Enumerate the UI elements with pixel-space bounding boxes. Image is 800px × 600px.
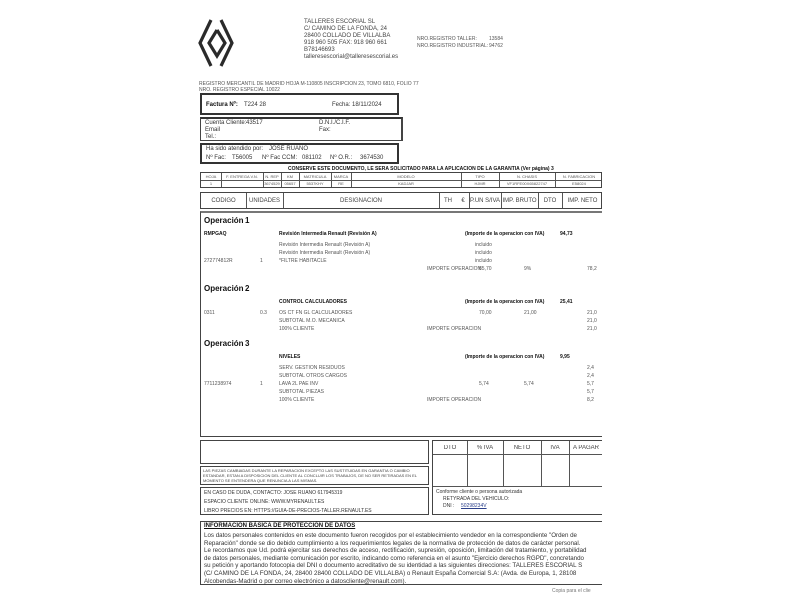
operation-title: Operación	[204, 284, 244, 293]
client-tel-label: Tel.:	[205, 134, 217, 140]
nfac-value: T56005	[232, 155, 253, 161]
vehicle-value-cell: E58024	[572, 181, 586, 186]
contact-box	[200, 487, 429, 515]
vehicle-header-cell: MATRICULA	[303, 174, 327, 179]
line-description: Revisión Intermedia Renault (Revisión A)	[279, 250, 371, 256]
mercantil-line1: REGISTRO MERCANTIL DE MADRID HOJA M-110805 INSCRIPCION 23, TOMO 6810, FOLIO 77	[199, 81, 419, 87]
privacy-text-line: su petición y aportando fotocopia del DNI o documento acreditativo de su identidad a las siguientes direcciones: TALLERES ESCORIAL S	[204, 562, 583, 570]
registry-info	[417, 36, 503, 49]
invoice-number-label: Factura Nº:	[206, 102, 238, 108]
operation-number: 1	[245, 216, 250, 225]
line-net: 2,4	[587, 365, 594, 371]
line-gross: 5,74	[524, 381, 534, 387]
vehicle-value-cell: 05657	[284, 181, 296, 186]
vehicle-header-cell: KM	[287, 174, 293, 179]
mercantil-registry	[199, 81, 419, 93]
dni-value: 50298234V	[461, 503, 487, 509]
company-address2: 28400 COLLADO DE VILLALBA	[304, 33, 391, 39]
line-description: OS CT FN GL CALCULADORES	[279, 310, 353, 316]
vehicle-value-cell: 5537KHY	[306, 181, 324, 186]
line-note: IMPORTE OPERACION	[427, 266, 482, 272]
registry-taller-value: 13584	[489, 36, 503, 42]
pieces-notice-box	[200, 466, 429, 485]
privacy-box	[200, 521, 602, 585]
attended-box	[200, 143, 399, 164]
line-description: 100% CLIENTE	[279, 326, 315, 332]
warranty-notice: CONSERVE ESTE DOCUMENTO, LE SERA SOLICITADO PARA LA APLICACION DE LA GARANTIA (Ver página) 3	[288, 166, 554, 172]
line-note: incluido	[475, 242, 492, 248]
conforme-label: Conforme cliente o persona autorizada	[436, 489, 523, 495]
invoice-number-value: T224 28	[244, 102, 267, 108]
vehicle-value-cell: RE	[338, 181, 344, 186]
operation-total-value: 9,95	[560, 354, 570, 360]
online-line: ESPACIO CLIENTE ONLINE: WWW.MYRENAULT.ES	[204, 499, 325, 505]
vehicle-header-cell: N. CHASIS	[516, 174, 537, 179]
items-header-cell: UNIDADES	[248, 198, 280, 204]
privacy-text-line: Le recordamos que Ud. podrá ejercitar sus derechos de acceso, rectificación, supresión, oposición, limitación del tratamiento, y portabilidad	[204, 547, 587, 555]
retirada-label: RETYRADA DEL VEHICULO:	[443, 496, 510, 502]
line-code: 0311	[204, 310, 215, 316]
company-info	[304, 19, 398, 61]
operation-title: Operación	[204, 339, 244, 348]
items-header-cell: TH	[444, 198, 452, 204]
company-phone: 918 960 505 FAX: 918 960 661	[304, 40, 388, 46]
contact-line: EN CASO DE DUDA, CONTACTO: JOSE RUANO 617945319	[204, 490, 343, 496]
client-info-box	[200, 117, 403, 141]
invoice-number-box	[200, 93, 399, 115]
line-units: 1	[260, 381, 263, 387]
pieces-notice: LAS PIEZAS CAMBIADAS DURANTE LA REPARACION EXCEPTO LAS SUSTITUIDAS EN GARANTIA O CAMBIO ESTANDAR, ESTAN A DISPOSICION DEL CLIENTE AL CONCLUIR LOS TRABAJOS, DE NO SER RETIRADAS EN EL MOMENTO SE ENTENDERA QUE RENUNCIA A LAS MISMAS.	[203, 468, 417, 483]
items-header-cell: DESIGNACION	[339, 198, 382, 204]
vehicle-header-cell: N. FABRICACION	[562, 174, 596, 179]
line-net: 2,4	[587, 373, 594, 379]
items-table-body	[200, 211, 602, 437]
blank-notes-box	[200, 440, 429, 464]
nfac-ccm-label: Nº Fac CCM:	[262, 155, 298, 161]
privacy-text-line: Los datos personales contenidos en este documento fueron recogidos por el establecimiento vendedor en la correspondiente "Orden de	[204, 532, 577, 539]
items-header-cell: IMP. NETO	[567, 198, 598, 204]
operation-total-label: (Importe de la operacion con IVA)	[465, 231, 545, 237]
vehicle-header-cell: N. REP	[265, 174, 279, 179]
items-header-cell: DTO	[543, 198, 557, 204]
line-unit-price: 85,70	[479, 266, 492, 272]
line-code: 272774812R	[204, 258, 233, 264]
registry-industrial-value: 94762	[489, 43, 503, 49]
line-description: Revisión Intermedia Renault (Revisión A)	[279, 242, 371, 248]
nfac-ccm-value: 081102	[302, 155, 322, 161]
items-header-cell: P.UN S/IVA	[469, 198, 501, 204]
privacy-text-line: Alcobendas-Madrid o por correo electrónico a datoscliente@renault.com).	[204, 577, 407, 585]
line-net: 21,0	[587, 318, 597, 324]
vehicle-value-cell: KADJAR	[398, 181, 414, 186]
vehicle-header-cell: F. ENTREGA V.N.	[226, 174, 258, 179]
line-note: IMPORTE OPERACION	[427, 397, 482, 403]
line-description: LAVA 2L PAE INV	[279, 381, 319, 387]
vehicle-value-cell: 3674529	[264, 181, 280, 186]
registry-industrial-label: NRO.REGISTRO INDUSTRIAL:	[417, 43, 489, 49]
line-units: 0.3	[260, 310, 267, 316]
line-description: SUBTOTAL PIEZAS	[279, 389, 324, 395]
totals-header-cell: % IVA	[476, 445, 494, 451]
vehicle-table	[200, 172, 602, 188]
totals-header-cell: A PAGAR	[573, 445, 599, 451]
line-description: SUBTOTAL M.O. MECANICA	[279, 318, 345, 324]
attended-name: JOSE RUANO	[269, 146, 309, 152]
operation-title: Operación	[204, 216, 244, 225]
operation-name: Revisión Intermedia Renault (Revisión A)	[279, 231, 377, 237]
line-note: incluido	[475, 250, 492, 256]
client-account-value: 43517	[246, 120, 263, 126]
client-account-label: Cuenta Cliente:	[205, 120, 247, 126]
vehicle-header-cell: MARCA	[333, 174, 349, 179]
line-unit-price: 70,00	[479, 310, 492, 316]
renault-logo-icon	[196, 16, 236, 70]
vehicle-header-cell: HOJA	[205, 174, 217, 179]
line-note: incluido	[475, 258, 492, 264]
company-name: TALLERES ESCORIAL SL	[304, 19, 376, 25]
dni-label: DNI :	[443, 503, 455, 509]
operation-total-label: (Importe de la operacion con IVA)	[465, 299, 545, 305]
totals-header-cell: DTO	[443, 445, 457, 451]
line-note: IMPORTE OPERACION	[427, 326, 482, 332]
line-net: 8,2	[587, 397, 594, 403]
vehicle-header-cell: MODELO	[397, 174, 415, 179]
operation-total-label: (Importe de la operacion con IVA)	[465, 354, 545, 360]
privacy-text-line: Reparación" donde se dio debido cumplimiento a los requerimientos legales de la normativa de protección de datos de carácter personal.	[204, 539, 581, 547]
operation-total-value: 25,41	[560, 299, 573, 305]
line-description: 100% CLIENTE	[279, 397, 315, 403]
line-description: SERV. GESTION RESIDUOS	[279, 365, 345, 371]
invoice-date-label: Fecha:	[332, 102, 351, 108]
line-net: 21,0	[587, 326, 597, 332]
totals-header-cell: IVA	[550, 445, 560, 451]
nfac-label: Nº Fac:	[206, 155, 226, 161]
copy-note: Copia para el clie	[552, 588, 591, 594]
operation-total-value: 94,73	[560, 231, 573, 237]
client-dni-label: D.N.I./C.I.F.	[319, 120, 351, 126]
registry-taller-label: NRO.REGISTRO TALLER:	[417, 36, 477, 42]
line-net: 5,7	[587, 389, 594, 395]
line-units: 1	[260, 258, 263, 264]
line-gross: 9%	[524, 266, 532, 272]
line-gross: 21,00	[524, 310, 537, 316]
company-address1: C/ CAMINO DE LA FONDA, 24	[304, 26, 388, 32]
operation-name: CONTROL CALCULADORES	[279, 299, 347, 305]
items-table-header	[200, 192, 602, 209]
line-net: 21,0	[587, 310, 597, 316]
line-unit-price: 5,74	[479, 381, 489, 387]
company-cif: B78146693	[304, 47, 335, 53]
company-email: talleresescorial@talleresescorial.es	[304, 54, 399, 60]
line-net: 5,7	[587, 381, 594, 387]
privacy-text-line: (C/ CAMINO DE LA FONDA, 24, 28400 28400 COLLADO DE VILLALBA) o Renault España Comercial S.A: (Avda. de Europa, 1, 28108	[204, 569, 577, 577]
client-email-label: Email	[205, 127, 221, 133]
vehicle-value-cell: VF1RFE00X65822747	[506, 181, 548, 186]
totals-header-cell: NETO	[513, 445, 531, 451]
privacy-title: INFORMACIÓN BÁSICA DE PROTECCIÓN DE DATOS	[204, 523, 356, 529]
client-fax-label: Fax:	[319, 127, 331, 133]
operation-number: 3	[245, 339, 250, 348]
nor-value: 3674530	[360, 155, 384, 161]
items-header-cell: €	[461, 198, 465, 204]
totals-box	[432, 440, 602, 515]
line-description: *FILTRE HABITACLE	[279, 258, 327, 264]
items-header-cell: IMP. BRUTO	[502, 198, 537, 204]
vehicle-value-cell: 1	[209, 181, 213, 186]
vehicle-header-cell: TIPO	[475, 174, 485, 179]
line-description: SUBTOTAL OTROS CARGOS	[279, 373, 347, 379]
mercantil-line2: NRO. REGISTRO ESPECIAL 10022	[199, 87, 280, 93]
invoice-date-value: 18/11/2024	[352, 102, 382, 108]
prices-line: LIBRO PRECIOS EN: HTTPS://GUIA-DE-PRECIOS-TALLER.RENAULT.ES	[204, 508, 372, 514]
items-header-cell: CODIGO	[211, 198, 236, 204]
operation-code: RMPGAQ	[204, 231, 227, 237]
line-net: 78,2	[587, 266, 597, 272]
line-code: 7711238974	[204, 381, 232, 387]
attended-label: Ha sido atendido por:	[206, 146, 264, 152]
vehicle-value-cell: HJMR	[474, 181, 486, 186]
nor-label: Nº O.R.:	[330, 155, 353, 161]
privacy-text-line: de datos personales, mediante comunicación por escrito, indicando como referencia en el asunto "Ejercicio derechos RGPD", concretando	[204, 554, 584, 562]
operation-number: 2	[245, 284, 250, 293]
operation-name: NIVELES	[279, 354, 301, 360]
